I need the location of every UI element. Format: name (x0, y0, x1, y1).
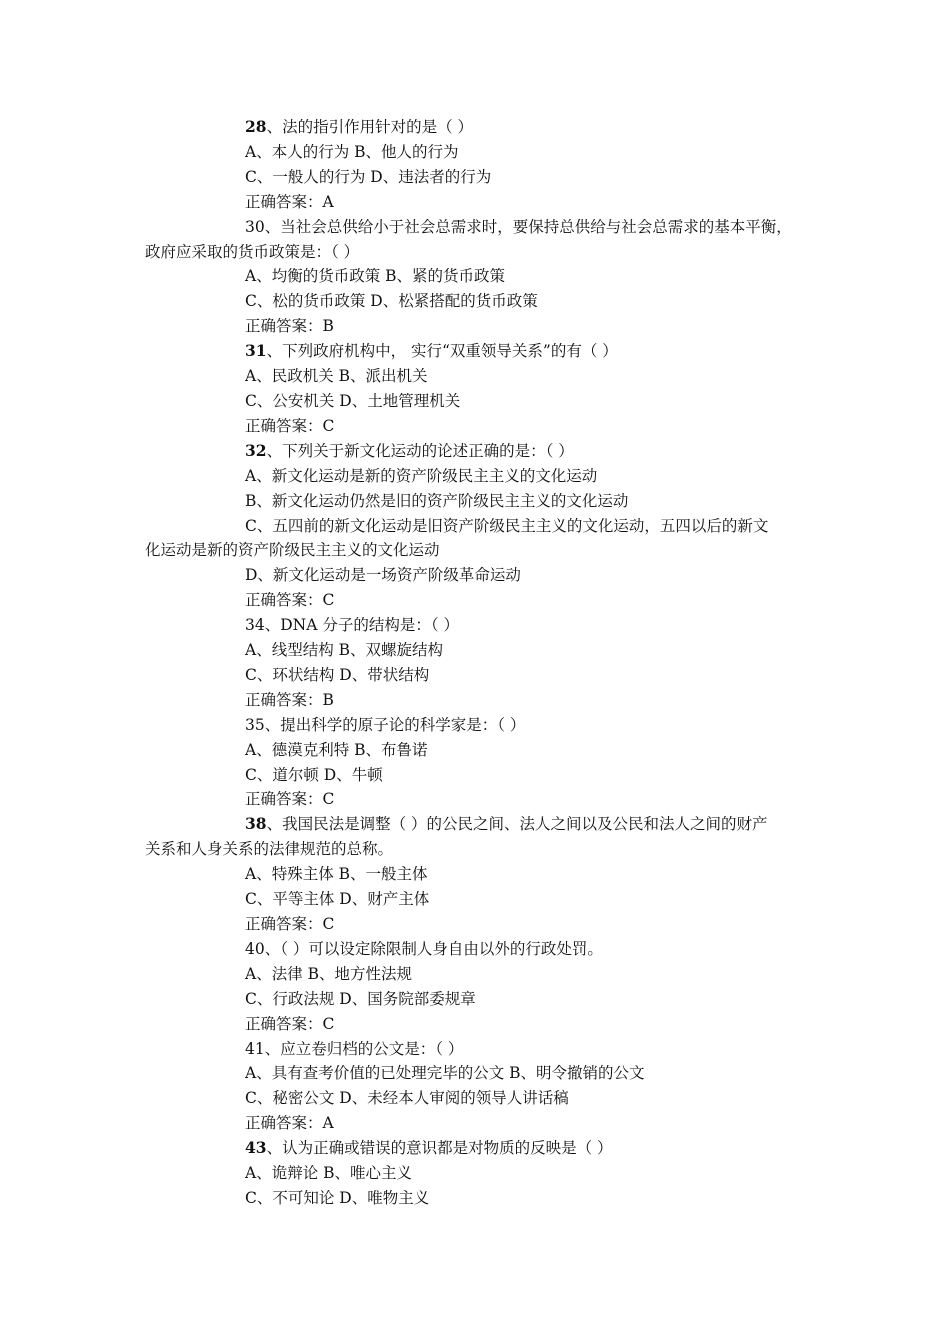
answer-line: 正确答案：B (245, 317, 334, 336)
option-line: C、平等主体 D、财产主体 (245, 890, 430, 909)
question-32 (145, 439, 810, 613)
question-40 (145, 937, 810, 1037)
question-stem: 30、当社会总供给小于社会总需求时，要保持总供给与社会总需求的基本平衡， (245, 217, 792, 236)
question-28 (145, 115, 810, 215)
answer-line: 正确答案：C (245, 1014, 335, 1033)
option-line: C、行政法规 D、国务院部委规章 (245, 989, 476, 1008)
question-stem: 40、（ ）可以设定除限制人身自由以外的行政处罚。 (245, 939, 603, 958)
option-line: C、秘密公文 D、未经本人审阅的领导人讲话稿 (245, 1089, 569, 1108)
option-line: D、新文化运动是一场资产阶级革命运动 (245, 566, 521, 585)
answer-line: 正确答案：C (245, 591, 335, 610)
option-line: C、一般人的行为 D、违法者的行为 (245, 167, 492, 186)
option-line: A、法律 B、地方性法规 (245, 964, 413, 983)
question-34 (145, 613, 810, 713)
question-number: 38 (245, 814, 267, 834)
option-line: C、五四前的新文化运动是旧资产阶级民主主义的文化运动，五四以后的新文 (245, 516, 769, 535)
question-stem: 35、提出科学的原子论的科学家是：（ ） (245, 715, 526, 734)
question-stem-continuation: 关系和人身关系的法律规范的总称。 (145, 840, 394, 859)
option-line-continuation: 化运动是新的资产阶级民主主义的文化运动 (145, 541, 440, 560)
option-line: A、特殊主体 B、一般主体 (245, 865, 428, 884)
option-line: A、线型结构 B、双螺旋结构 (245, 641, 444, 660)
question-number: 30 (245, 217, 265, 236)
answer-line: 正确答案：C (245, 416, 335, 435)
option-line: C、公安机关 D、土地管理机关 (245, 391, 461, 410)
question-35 (145, 713, 810, 813)
question-41 (145, 1037, 810, 1137)
option-line: A、德漠克利特 B、布鲁诺 (245, 740, 428, 759)
question-list (145, 115, 810, 1211)
question-number: 41 (245, 1039, 265, 1058)
question-number: 43 (245, 1138, 267, 1158)
question-number: 34 (245, 616, 265, 635)
question-30 (145, 215, 810, 340)
question-stem: 32、下列关于新文化运动的论述正确的是：（ ） (245, 440, 574, 460)
option-line: C、松的货币政策 D、松紧搭配的货币政策 (245, 292, 538, 311)
question-stem: 31、下列政府机构中， 实行“双重领导关系”的有（ ） (245, 341, 618, 361)
option-line: A、均衡的货币政策 B、紧的货币政策 (245, 267, 506, 286)
question-number: 28 (245, 117, 267, 136)
option-line: A、新文化运动是新的资产阶级民主主义的文化运动 (245, 466, 598, 485)
answer-line: 正确答案：B (245, 690, 334, 709)
answer-line: 正确答案：C (245, 915, 335, 933)
answer-line: 正确答案：C (245, 790, 335, 809)
question-number: 35 (245, 715, 265, 734)
question-43 (145, 1136, 810, 1211)
question-stem: 43、认为正确或错误的意识都是对物质的反映是（ ） (245, 1138, 613, 1158)
question-stem: 41、应立卷归档的公文是：（ ） (245, 1039, 464, 1058)
question-number: 32 (245, 440, 267, 460)
question-stem: 28、法的指引作用针对的是（ ） (245, 117, 474, 136)
option-line: A、本人的行为 B、他人的行为 (245, 142, 459, 161)
option-line: C、不可知论 D、唯物主义 (245, 1188, 430, 1207)
option-line: B、新文化运动仍然是旧的资产阶级民主主义的文化运动 (245, 491, 629, 510)
option-line: C、环状结构 D、带状结构 (245, 665, 430, 684)
option-line: A、具有查考价值的已处理完毕的公文 B、明令撤销的公文 (245, 1064, 645, 1083)
question-number: 31 (245, 341, 267, 361)
question-stem-continuation: 政府应采取的货币政策是：（ ） (145, 242, 360, 261)
question-31 (145, 339, 810, 439)
question-38 (145, 812, 810, 937)
question-number: 40 (245, 939, 265, 958)
question-stem: 34、DNA 分子的结构是：（ ） (245, 616, 460, 635)
question-stem: 38、我国民法是调整（ ）的公民之间、法人之间以及公民和法人之间的财产 (245, 814, 768, 834)
answer-line: 正确答案：A (245, 192, 334, 211)
option-line: A、民政机关 B、派出机关 (245, 367, 428, 386)
option-line: A、诡辩论 B、唯心主义 (245, 1164, 413, 1183)
option-line: C、道尔顿 D、牛顿 (245, 765, 383, 784)
answer-line: 正确答案：A (245, 1114, 334, 1133)
